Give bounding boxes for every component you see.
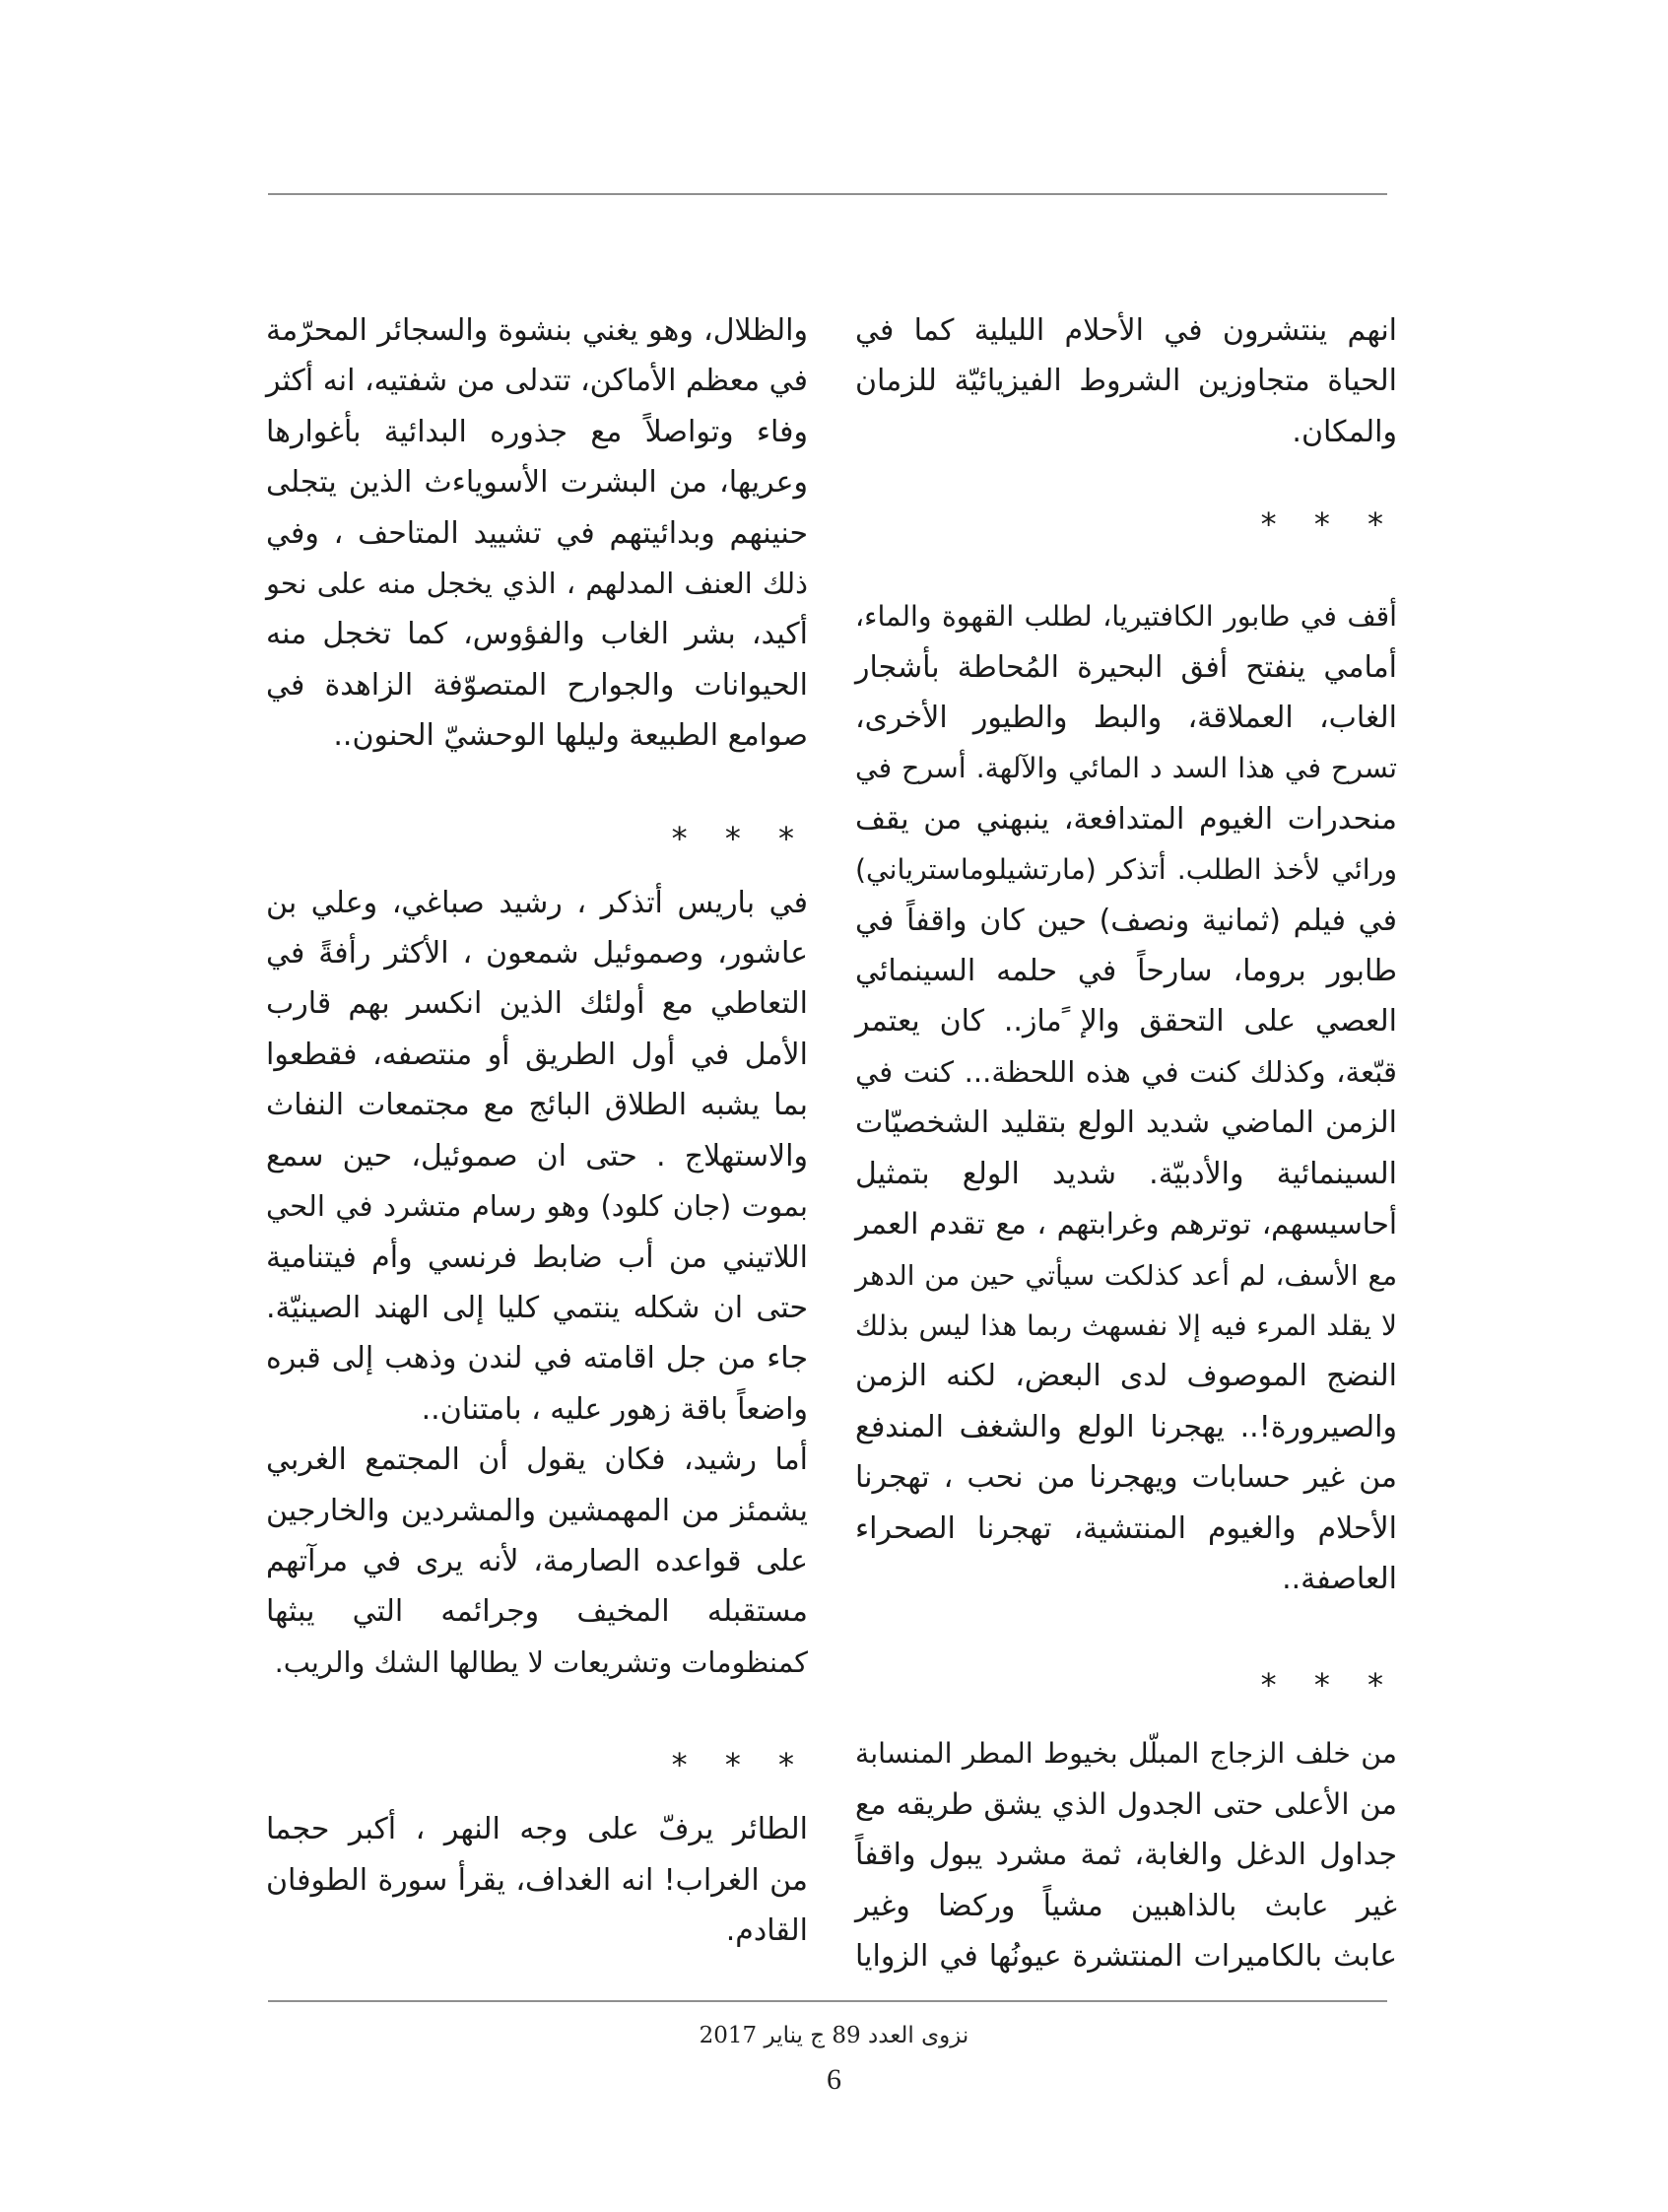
text-line: من غير حسابات ويهجرنا من نحب ، تهجرنا — [855, 1460, 1397, 1496]
text-line: كمنظومات وتشريعات لا يطالها الشك والريب. — [274, 1644, 808, 1679]
right-paragraph-3 — [855, 1728, 1397, 1981]
right-paragraph-1 — [855, 305, 1397, 457]
text-line: في فيلم (ثمانية ونصف) حين كان واقفاً في — [855, 903, 1397, 938]
text-line: وفاء وتواصلاً مع جذوره البدائية بأغوارها — [266, 414, 808, 449]
text-line: من الغراب! انه الغداف، يقرأ سورة الطوفان — [266, 1862, 808, 1898]
text-line: جداول الدغل والغابة، ثمة مشرد يبول واقفاً — [855, 1838, 1397, 1873]
text-line: مع الأسف، لم أعد كذلكت سيأتي حين من الدهر — [855, 1258, 1397, 1292]
section-separator: * * * — [671, 1746, 808, 1784]
section-separator: * * * — [671, 819, 808, 857]
text-line: غير عابث بالذاهبين مشياً وركضا وغير — [855, 1888, 1397, 1923]
text-line: يشمئز من المهمشين والمشردين والخارجين — [266, 1493, 808, 1528]
text-line: أحاسيسهم، توترهم وغرابتهم ، مع تقدم العمر — [855, 1207, 1397, 1241]
text-line: التعاطي مع أولئك الذين انكسر بهم قارب — [266, 986, 808, 1022]
text-line: في معظم الأماكن، تتدلى من شفتيه، انه أكثر — [265, 364, 808, 399]
text-line: العصي على التحقق والإ ًماز.. كان يعتمر — [855, 1004, 1397, 1039]
text-line: في باريس أتذكر ، رشيد صباغي، وعلي بن — [266, 885, 808, 920]
text-line: أما رشيد، فكان يقول أن المجتمع الغربي — [266, 1442, 808, 1478]
text-line: منحدرات الغيوم المتدافعة، ينبهني من يقف — [855, 801, 1397, 837]
text-line: بما يشبه الطلاق البائج مع مجتمعات النفاث — [266, 1088, 808, 1123]
text-line: عاشور، وصموئيل شمعون ، الأكثر رأفةً في — [266, 936, 808, 972]
text-line: طابور بروما، سارحاً في حلمه السينمائي — [855, 954, 1397, 989]
text-line: تسرح في هذا السد د المائي والآلهة. أسرح في — [855, 752, 1397, 785]
text-line: القادم. — [725, 1912, 808, 1948]
text-line: الطائر يرفّ على وجه النهر ، أكبر حجما — [266, 1812, 808, 1847]
text-line: انهم ينتشرون في الأحلام الليلية كما في — [855, 313, 1397, 348]
section-separator: * * * — [1260, 1666, 1397, 1705]
right-paragraph-2 — [855, 591, 1397, 1604]
text-line: ذلك العنف المدلهم ، الذي يخجل منه على نحو — [266, 567, 808, 601]
text-line: بموت (جان كلود) وهو رسام متشرد في الحي — [266, 1189, 808, 1224]
left-paragraph-3 — [266, 1435, 808, 1688]
text-line: قبّعة، وكذلك كنت في هذه اللحظة... كنت في — [855, 1054, 1397, 1089]
text-line: النضج الموصوف لدى البعض، لكنه الزمن — [855, 1359, 1397, 1394]
page-number: 6 — [827, 2063, 841, 2096]
text-line: والظلال، وهو يغني بنشوة والسجائر المحرّمة — [266, 313, 808, 348]
text-line: عابث بالكاميرات المنتشرة عيونُها في الزوايا — [855, 1938, 1397, 1974]
text-line: ورائي لأخذ الطلب. أتذكر (مارتشيلوماستریاني) — [855, 853, 1397, 887]
text-line: حنينهم وبدائيتهم في تشييد المتاحف ، وفي — [266, 515, 808, 551]
text-line: على قواعده الصارمة، لأنه يرى في مرآتهم — [266, 1543, 808, 1578]
text-line: والمكان. — [1292, 414, 1397, 449]
left-paragraph-2 — [266, 878, 808, 1435]
text-line: والصيرورة!.. يهجرنا الولع والشغف المندفع — [855, 1409, 1397, 1444]
text-line: العاصفة.. — [1282, 1561, 1397, 1596]
right-column — [855, 305, 1397, 1981]
text-line: حتى ان شكله ينتمي كليا إلى الهند الصينيّة. — [266, 1290, 808, 1325]
text-line: وعريها، من البشرت الأسوياءث الذين يتجلى — [266, 465, 808, 501]
text-line: السينمائية والأدبيّة. شديد الولع بتمثيل — [855, 1156, 1397, 1191]
text-line: والاستهلاج . حتى ان صموئيل، حين سمع — [266, 1138, 808, 1173]
text-line: أمامي ينفتح أفق البحيرة المُحاطة بأشجار — [855, 649, 1397, 685]
text-line: من خلف الزجاج المبلّل بخيوط المطر المنسابة — [855, 1737, 1397, 1771]
text-line: الحيوانات والجوارح المتصوّفة الزاهدة في — [266, 667, 808, 703]
top-rule — [268, 193, 1387, 195]
text-line: الحياة متجاوزين الشروط الفيزيائيّة للزمان — [855, 364, 1397, 399]
text-line: مستقبله المخيف وجرائمه التي يبثها — [266, 1594, 808, 1630]
section-separator: * * * — [1260, 505, 1397, 544]
text-line: الغاب، العملاقة، والبط والطيور الأخرى، — [855, 701, 1397, 736]
text-line: من الأعلى حتى الجدول الذي يشق طريقه مع — [855, 1786, 1397, 1821]
text-line: لا يقلد المرء فيه إلا نفسهث ربما هذا ليس بذلك — [855, 1308, 1397, 1342]
bottom-rule — [268, 2000, 1387, 2002]
text-line: أكيد، بشر الغاب والفؤوس، كما تخجل منه — [266, 617, 808, 652]
text-line: أقف في طابور الكافتيريا، لطلب القهوة والماء، — [855, 600, 1397, 634]
issue-info: نزوى العدد 89 ج يناير 2017 — [699, 2023, 969, 2048]
text-line: صوامع الطبيعة وليلها الوحشيّ الحنون.. — [333, 718, 808, 754]
text-line: الأمل في أول الطريق أو منتصفه، فقطعوا — [266, 1037, 808, 1072]
text-line: واضعاً باقة زهور عليه ، بامتنان.. — [421, 1391, 808, 1427]
left-paragraph-4 — [266, 1804, 808, 1956]
left-column — [266, 305, 808, 1956]
text-line: الزمن الماضي شديد الولع بتقليد الشخصيّات — [855, 1106, 1397, 1141]
text-line: الأحلام والغيوم المنتشية، تهجرنا الصحراء — [855, 1510, 1397, 1546]
text-line: جاء من جل اقامته في لندن وذهب إلى قبره — [266, 1341, 808, 1376]
left-paragraph-1 — [266, 305, 808, 762]
text-line: اللاتيني من أب ضابط فرنسي وأم فيتنامية — [266, 1240, 808, 1275]
